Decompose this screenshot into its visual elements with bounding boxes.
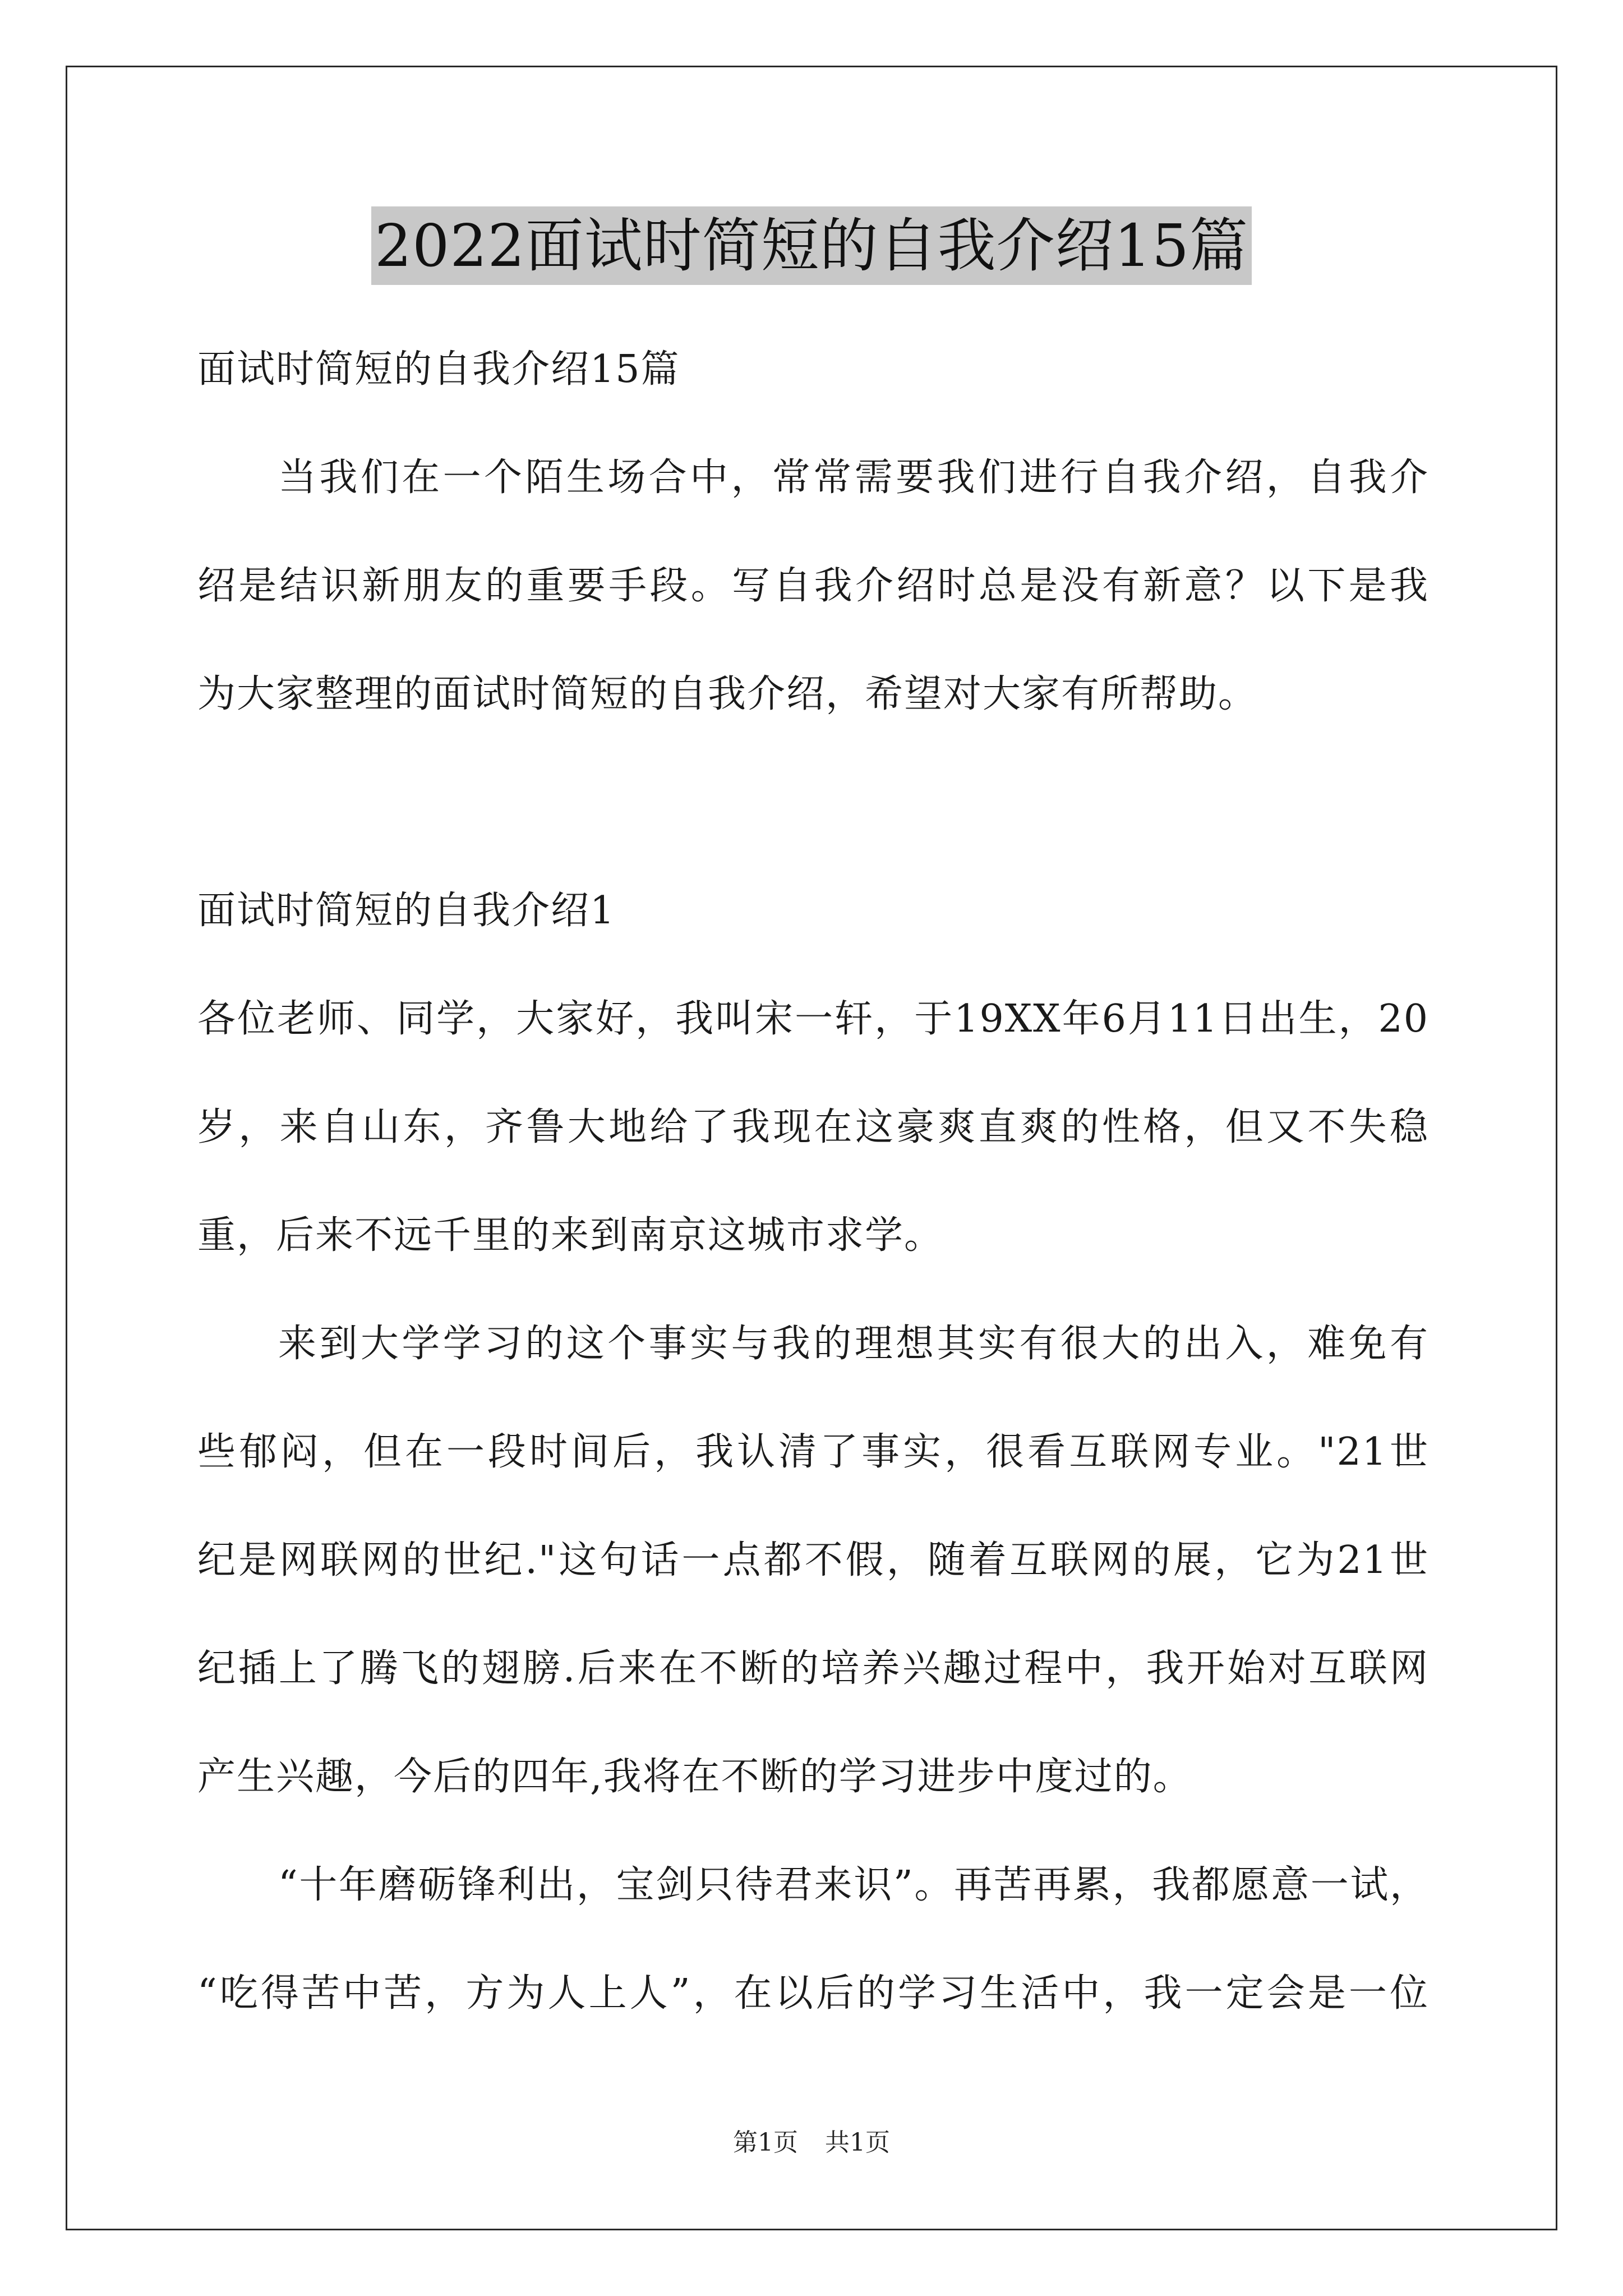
- text-line: 岁，来自山东，齐鲁大地给了我现在这豪爽直爽的性格，但又不失稳: [197, 1105, 1429, 1149]
- text-line: 些郁闷，但在一段时间后，我认清了事实，很看互联网专业。"21世: [197, 1430, 1429, 1474]
- text-line: 各位老师、同学，大家好，我叫宋一轩，于19XX年6月11日出生，20: [197, 997, 1429, 1041]
- text-line: 重，后来不远千里的来到南京这城市求学。: [197, 1213, 944, 1258]
- title-container: [0, 206, 1623, 285]
- page-footer: [0, 2126, 1623, 2160]
- text-line: 纪是网联网的世纪."这句话一点都不假，随着互联网的展，它为21世: [197, 1538, 1429, 1582]
- text-line: “吃得苦中苦，方为人上人”，在以后的学习生活中，我一定会是一位: [197, 1971, 1429, 2016]
- text-line: 纪插上了腾飞的翅膀.后来在不断的培养兴趣过程中，我开始对互联网: [197, 1646, 1429, 1691]
- document-body: [197, 315, 1429, 2047]
- page-number-total: 共1页: [825, 2128, 890, 2157]
- blank-line: [197, 748, 1429, 857]
- text-line: “十年磨砺锋利出，宝剑只待君来识”。再苦再累，我都愿意一试，: [278, 1863, 1429, 1907]
- document-title: 2022面试时简短的自我介绍15篇: [371, 206, 1252, 285]
- text-line: 当我们在一个陌生场合中，常常需要我们进行自我介绍，自我介: [278, 455, 1429, 500]
- text-line: 来到大学学习的这个事实与我的理想其实有很大的出入，难免有: [278, 1322, 1429, 1366]
- text-line: 面试时简短的自我介绍1: [197, 889, 616, 933]
- text-line: 为大家整理的面试时简短的自我介绍，希望对大家有所帮助。: [197, 672, 1258, 716]
- text-line: 产生兴趣，今后的四年,我将在不断的学习进步中度过的。: [197, 1755, 1192, 1799]
- page-number-current: 第1页: [733, 2128, 798, 2157]
- text-line: 绍是结识新朋友的重要手段。写自我介绍时总是没有新意？以下是我: [197, 564, 1429, 608]
- text-line: 面试时简短的自我介绍15篇: [197, 347, 680, 392]
